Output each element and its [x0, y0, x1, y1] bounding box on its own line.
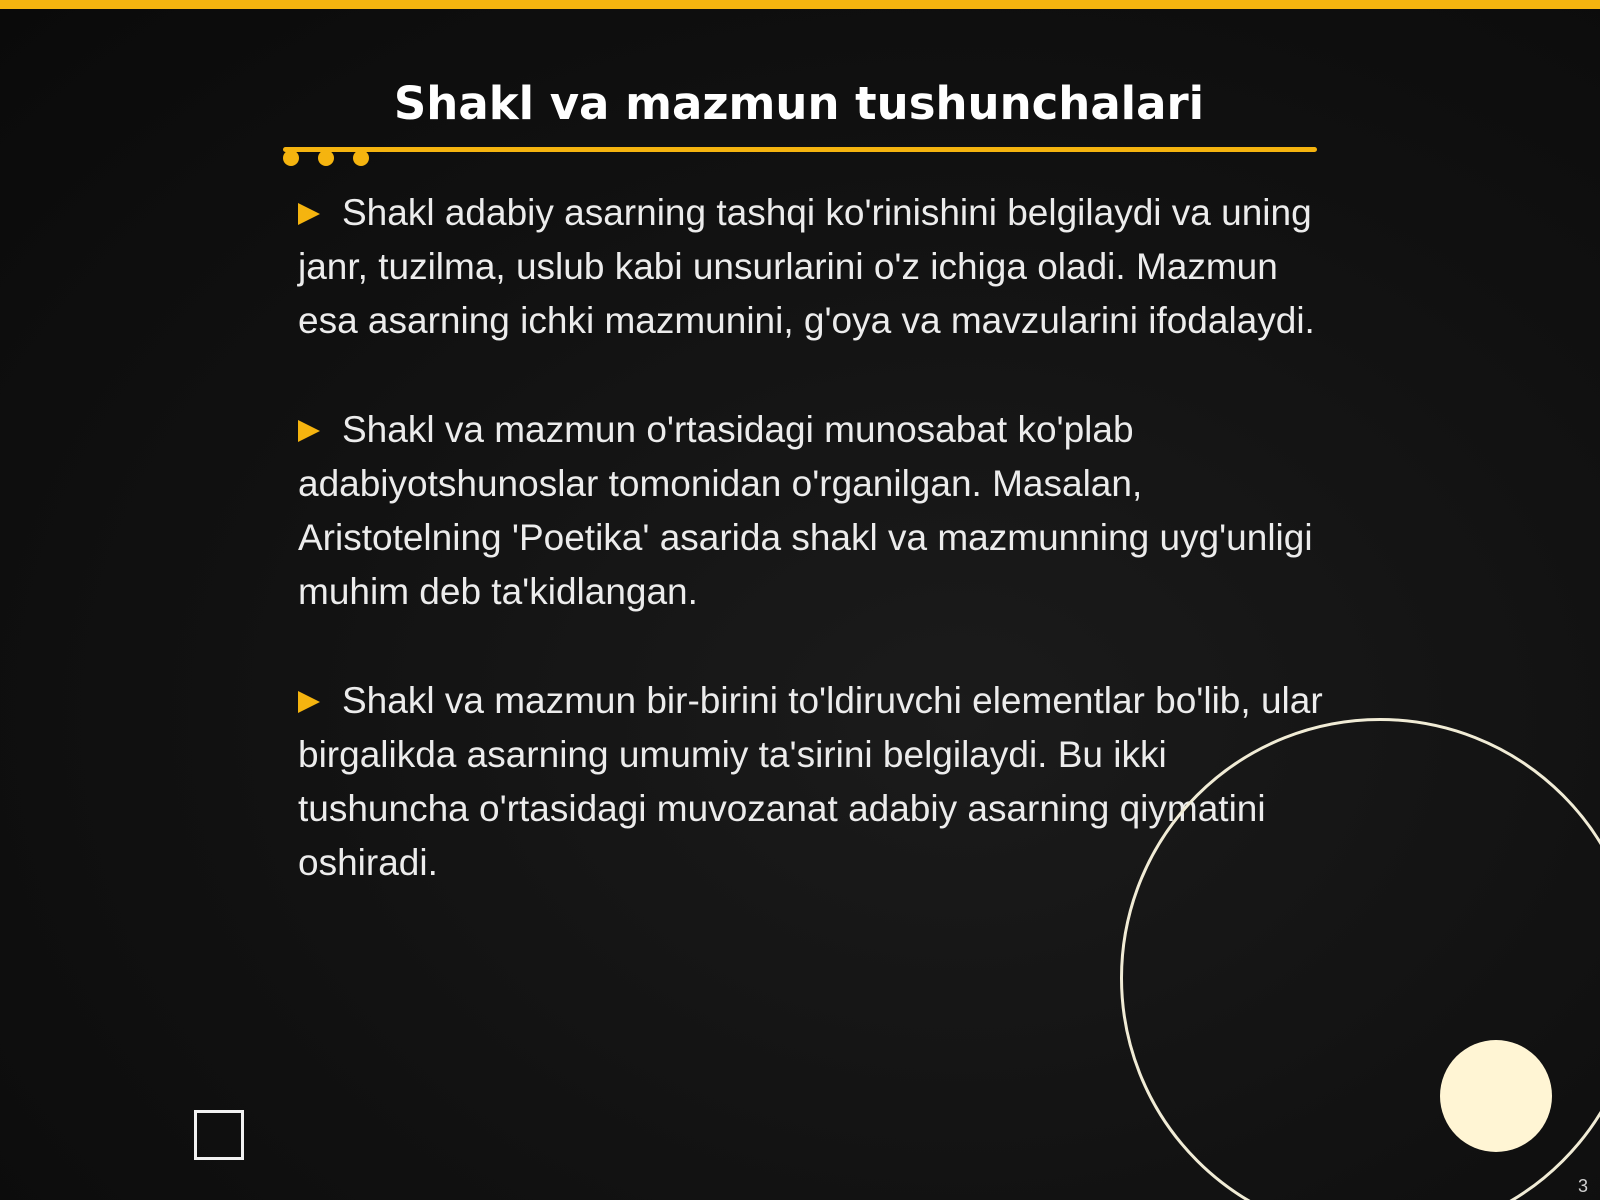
slide-title: Shakl va mazmun tushunchalari [393, 77, 1205, 130]
triangle-bullet-icon [298, 203, 320, 225]
decorative-dot [318, 150, 334, 166]
bullet-text: Shakl va mazmun o'rtasidagi munosabat ko'plab adabiyotshunoslar tomonidan o'rganilgan. Masalan, Aristotelning 'Poetika' asarida shakl va mazmunning uyg'unligi muhim deb ta'kidlangan. [298, 409, 1313, 612]
bullet-item [298, 186, 1338, 348]
decorative-dot [283, 150, 299, 166]
title-underline [283, 147, 1317, 152]
decorative-square-outline [194, 1110, 244, 1160]
top-accent-bar [0, 0, 1600, 9]
triangle-bullet-icon [298, 420, 320, 442]
triangle-bullet-icon [298, 691, 320, 713]
decorative-circle-filled [1440, 1040, 1552, 1152]
bullet-item [298, 403, 1338, 619]
decorative-dot [353, 150, 369, 166]
bullet-text: Shakl adabiy asarning tashqi ko'rinishini belgilaydi va uning janr, tuzilma, uslub kabi unsurlarini o'z ichiga oladi. Mazmun esa asarning ichki mazmunini, g'oya va mavzularini ifodalaydi. [298, 192, 1315, 341]
page-number: 3 [1577, 1176, 1588, 1196]
bullet-text: Shakl va mazmun bir-birini to'ldiruvchi elementlar bo'lib, ular birgalikda asarning umumiy ta'sirini belgilaydi. Bu ikki tushuncha o'rtasidagi muvozanat adabiy asarning qiymatini oshiradi. [298, 680, 1323, 883]
